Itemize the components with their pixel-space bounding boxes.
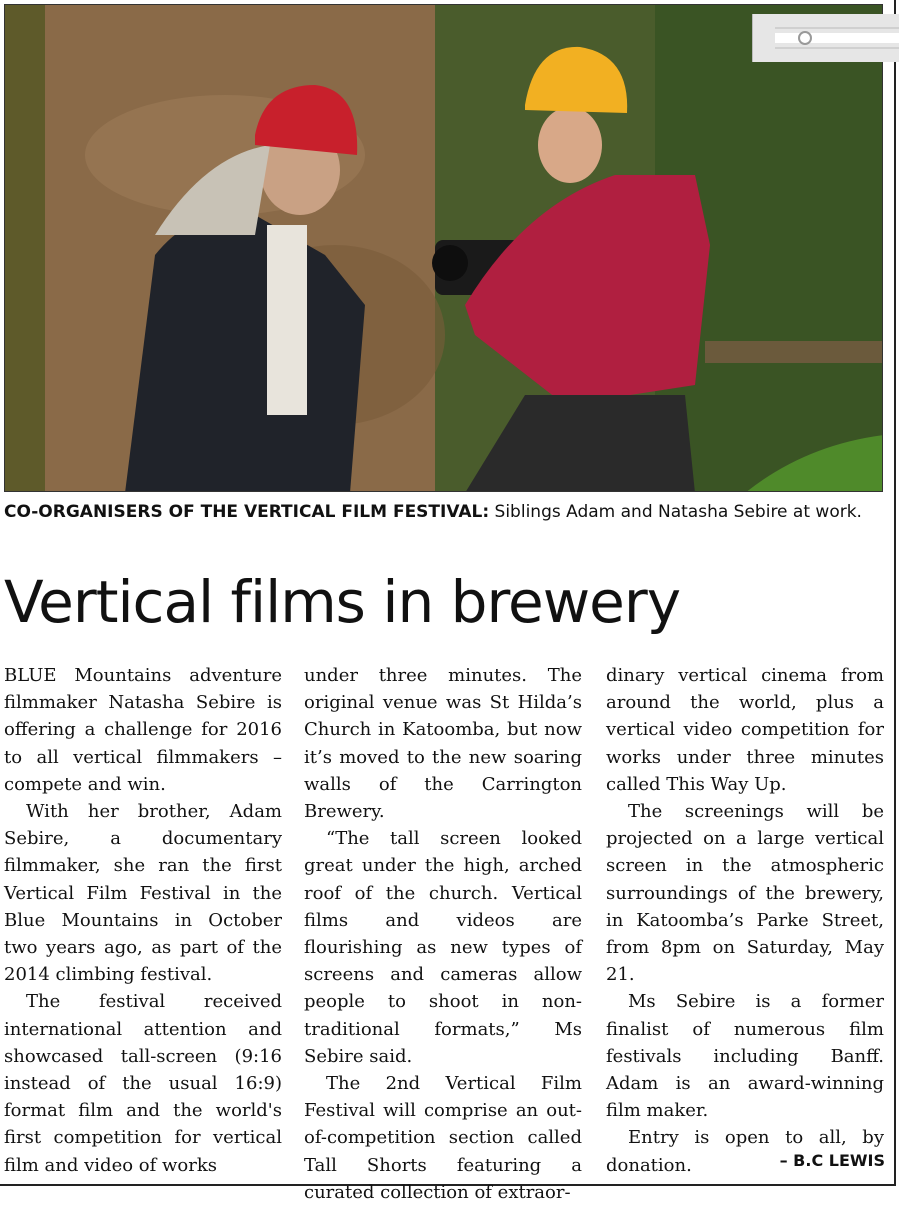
photo-caption (4, 500, 874, 525)
woman-face (538, 107, 602, 183)
paragraph: Ms Sebire is a former finalist of numerous film festivals including Banff. Adam is an award-winning film maker. (606, 991, 884, 1122)
paragraph: Entry is open to all, by donation. (606, 1127, 884, 1176)
paragraph: The 2nd Vertical Film Festival will comprise an out-of-competition section called Tall Shorts featuring a curated collection of extraor- (304, 1073, 582, 1203)
caption-lead: CO-ORGANISERS OF THE VERTICAL FILM FESTIVAL: (4, 502, 490, 522)
headline: Vertical films in brewery (4, 568, 681, 636)
branch (705, 341, 883, 363)
article-column-3 (606, 662, 884, 1179)
article-column-1 (4, 662, 282, 1179)
byline: – B.C LEWIS (779, 1151, 885, 1170)
paragraph: dinary vertical cinema from around the world, plus a vertical video competition for works under three minutes called This Way Up. (606, 665, 884, 795)
paragraph: With her brother, Adam Sebire, a documentary filmmaker, she ran the first Vertical Film Festival in the Blue Mountains in October two years ago, as part of the 2014 climbing festival. (4, 801, 282, 986)
man-shirt (267, 225, 307, 415)
paragraph: The festival received international attention and showcased tall-screen (9:16 instead of the usual 16:9) format film and the world's first competition for vertical film and video of works (4, 991, 282, 1176)
moss-edge (5, 5, 45, 492)
paragraph: BLUE Mountains adventure filmmaker Natasha Sebire is offering a challenge for 2016 to all vertical filmmakers – compete and win. (4, 665, 282, 795)
paragraph: The screenings will be projected on a large vertical screen in the atmospheric surroundings of the brewery, in Katoomba’s Parke Street, from 8pm on Saturday, May 21. (606, 801, 884, 986)
paragraph: “The tall screen looked great under the high, arched roof of the church. Vertical films and videos are flourishing as new types of screens and cameras allow people to shoot in non-traditional formats,” Ms Sebire said. (304, 828, 582, 1067)
logo-icon (753, 14, 899, 62)
caption-text: Siblings Adam and Natasha Sebire at work. (489, 502, 862, 522)
climbers-photo-illustration (5, 5, 883, 492)
camera-lens (432, 245, 468, 281)
paragraph: under three minutes. The original venue was St Hilda’s Church in Katoomba, but now it’s moved to the new soaring walls of the Carrington Brewery. (304, 665, 582, 823)
publication-logo-tab (752, 14, 899, 62)
article-column-2 (304, 662, 582, 1206)
article-photo (4, 4, 883, 492)
